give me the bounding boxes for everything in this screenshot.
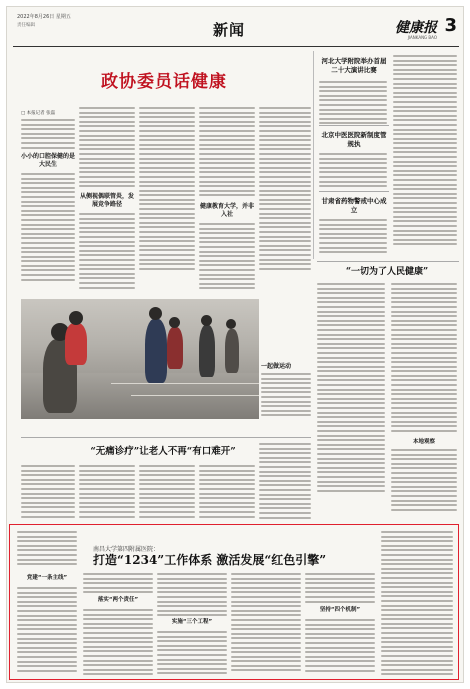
brief-text-3 xyxy=(319,219,387,256)
featured-subhead-2: 落实“两个责任” xyxy=(97,597,139,603)
right-subhead: 本地观察 xyxy=(412,439,435,445)
featured-subhead-1: 党建“一条主线” xyxy=(26,575,68,581)
featured-col-5b xyxy=(305,619,375,674)
column-divider xyxy=(313,51,314,259)
article2-col-2 xyxy=(79,465,135,520)
featured-col-3b xyxy=(157,631,227,677)
featured-col-3 xyxy=(157,573,227,619)
featured-subhead-3: 实施“三个工程” xyxy=(171,619,213,625)
brief-text-1 xyxy=(319,81,387,127)
photo-caption-text xyxy=(261,373,311,419)
article2-headline: “无痛诊疗”让老人不再“有口难开” xyxy=(90,446,236,457)
lead-subhead-2: 从侧视偶联管炎，发展竞争路径 xyxy=(79,193,134,208)
section-title: 新闻 xyxy=(213,21,246,39)
featured-kicker: 南昌大学第四附属医院： xyxy=(93,546,160,553)
lead-text-col-4b xyxy=(199,223,255,292)
featured-subhead-4: 坚持“四个机制” xyxy=(319,607,361,613)
mid-headline: “一切为了人民健康” xyxy=(345,267,429,277)
featured-col-2b xyxy=(83,609,153,678)
page-header xyxy=(13,11,459,47)
editor-line: 责任编辑 xyxy=(17,23,35,28)
article2-col-3 xyxy=(139,465,195,520)
mid-text-col-2b xyxy=(391,449,457,513)
lead-text-col-1b xyxy=(21,173,75,283)
featured-col-4 xyxy=(231,573,301,674)
lead-subhead-3: 健康教育大学，并非入社 xyxy=(199,203,254,218)
featured-col-2 xyxy=(83,573,153,596)
page-number: 3 xyxy=(444,15,457,36)
issue-date: 2022年8月26日 星期五 xyxy=(17,14,71,20)
featured-col-5 xyxy=(305,573,375,605)
featured-col-6 xyxy=(381,531,453,678)
article2-col-1 xyxy=(21,465,75,520)
lead-text-col-5 xyxy=(259,107,311,272)
brief-title-3: 甘肃省药物警戒中心成立 xyxy=(321,197,387,214)
article2-col-4 xyxy=(199,465,255,520)
lead-text-col-2 xyxy=(79,107,135,190)
brief-rule-1 xyxy=(319,125,389,126)
featured-col-1b xyxy=(17,587,77,674)
brief-title-2: 北京中医医院新制度管规执 xyxy=(321,131,387,148)
article2-col-5 xyxy=(259,443,311,521)
brief-text-2 xyxy=(319,153,387,190)
mid-text-col-2 xyxy=(391,283,457,435)
lead-text-col-2b xyxy=(79,213,135,291)
lead-text-col-4 xyxy=(199,107,255,199)
mid-text-col-1 xyxy=(317,283,385,494)
lead-text-col-3 xyxy=(139,107,195,272)
featured-headline: 打造“1234”工作体系 激活发展“红色引擎” xyxy=(93,553,327,567)
sports-photo xyxy=(21,299,259,419)
newspaper-brand-sub: JIANKANG BAO xyxy=(407,35,437,40)
brief-rule-2 xyxy=(319,191,389,192)
featured-col-1 xyxy=(17,531,77,568)
lead-byline: □ 本报记者 张磊 xyxy=(21,111,56,116)
right-text-col xyxy=(393,55,457,248)
lead-subhead-1: 小小的口腔保健的是大民生 xyxy=(21,153,76,168)
photo-caption-title: 一起做运动 xyxy=(261,363,292,370)
article2-rule xyxy=(21,437,311,438)
brief-title-1: 河北大学附院举办首届二十大演讲比赛 xyxy=(321,57,387,74)
lead-text-col-1 xyxy=(21,119,75,151)
newspaper-page xyxy=(6,6,464,683)
mid-rule xyxy=(317,261,459,262)
lead-headline: 政协委员话健康 xyxy=(101,72,227,92)
newspaper-brand: 健康报 xyxy=(395,20,437,36)
